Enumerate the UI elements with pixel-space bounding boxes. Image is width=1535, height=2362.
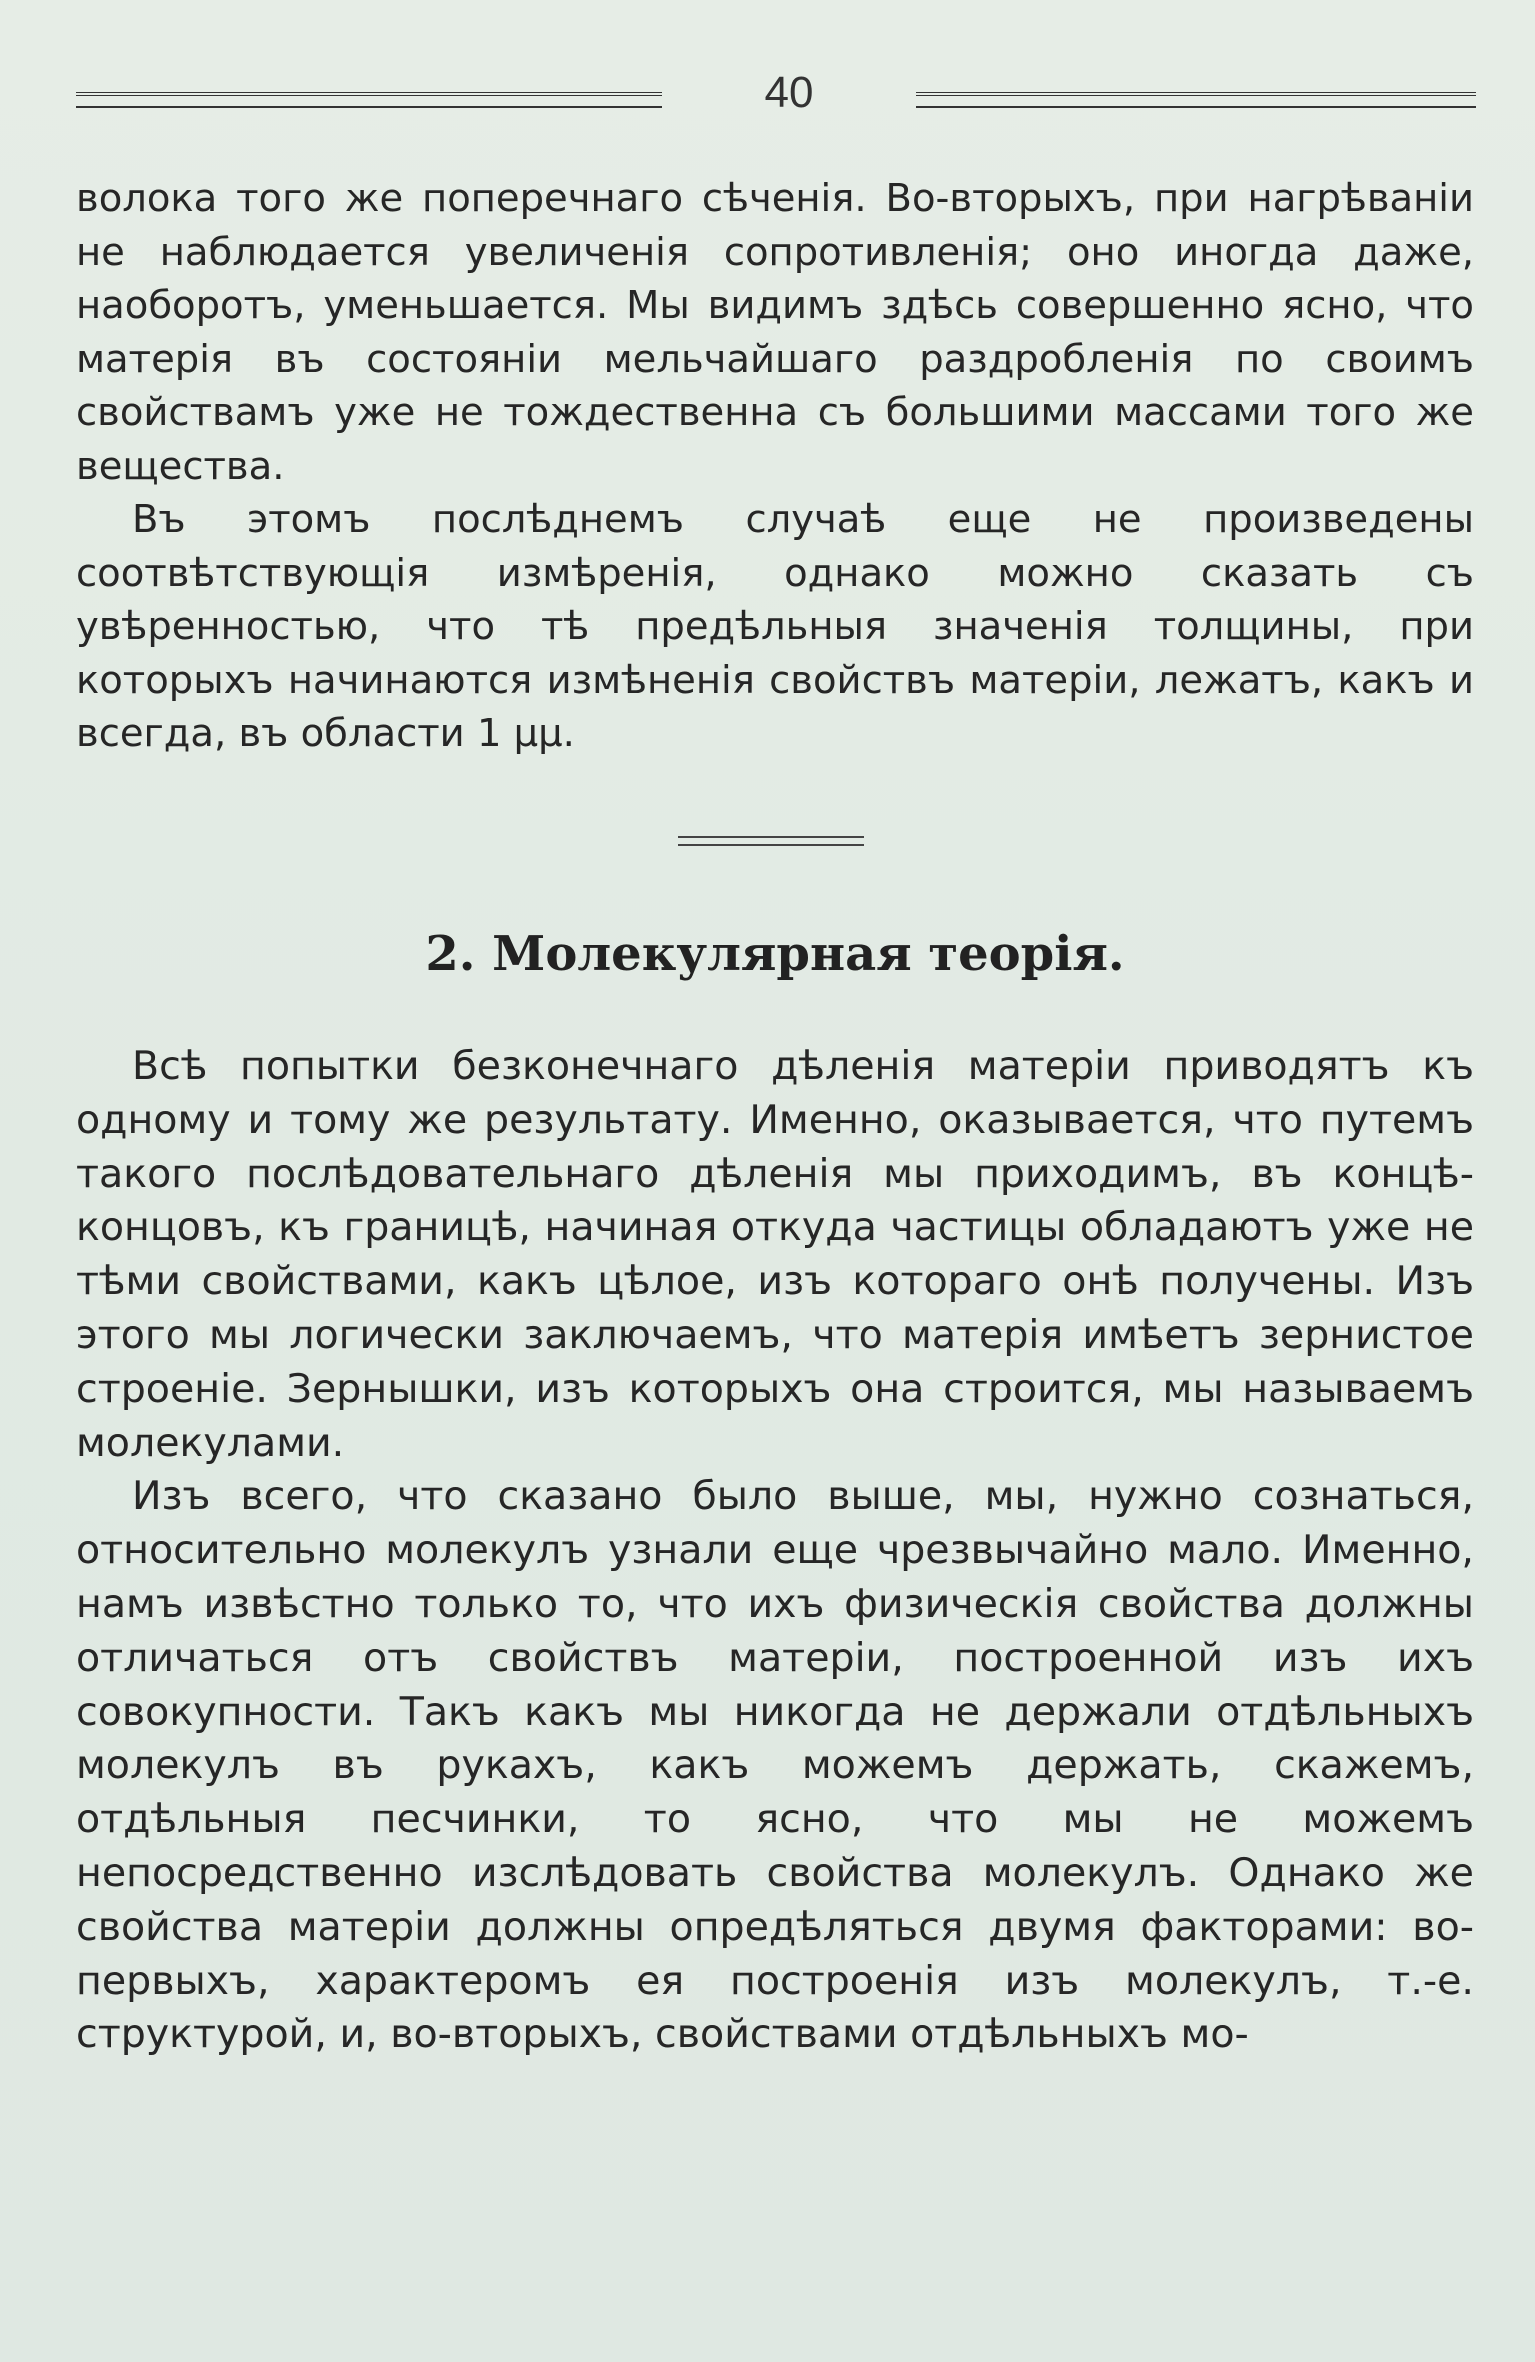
section-separator — [678, 836, 864, 846]
paragraph: волока того же поперечнаго сѣченія. Во-вторыхъ, при нагрѣваніи не наблюдается увеличенія сопротивленія; оно иногда даже, наоборотъ, уменьшается. Мы видимъ здѣсь совершенно ясно, что матерія въ состояніи мельчайшаго раздробленія по своимъ свойствамъ уже не тождественна съ большими массами того же вещества. — [76, 176, 1474, 489]
page-header — [76, 62, 1476, 132]
paragraph: Въ этомъ послѣднемъ случаѣ еще не произведены соотвѣтствующія измѣренія, однако можно сказать съ увѣренностью, что тѣ предѣльныя значенія толщины, при которыхъ начинаются измѣненія свойствъ матеріи, лежатъ, какъ и всегда, въ области 1 μμ. — [76, 497, 1474, 756]
text-block-top — [76, 172, 1474, 761]
header-rule-left — [76, 92, 662, 108]
paragraph: Изъ всего, что сказано было выше, мы, нужно сознаться, относительно молекулъ узнали еще чрезвычайно мало. Именно, намъ извѣстно только то, что ихъ физическія свойства должны отличаться отъ свойствъ матеріи, построенной изъ ихъ совокупности. Такъ какъ мы никогда не держали отдѣльныхъ молекулъ въ рукахъ, какъ можемъ держать, скажемъ, отдѣльныя песчинки, то ясно, что мы не можемъ непосредственно изслѣдовать свойства молекулъ. Однако же свойства матеріи должны опредѣляться двумя факторами: во-первыхъ, характеромъ ея построенія изъ молекулъ, т.-е. структурой, и, во-вторыхъ, свойствами отдѣльныхъ мо- — [76, 1473, 1474, 2058]
section-heading: 2. Молекулярная теорія. — [425, 926, 1125, 982]
text-block-section — [76, 1040, 1474, 2062]
header-rule-right — [916, 92, 1476, 108]
page-number: 40 — [764, 68, 814, 117]
paragraph: Всѣ попытки безконечнаго дѣленія матеріи приводятъ къ одному и тому же результату. Именно, оказывается, что путемъ такого послѣдовательнаго дѣленія мы приходимъ, въ концѣ-концовъ, къ границѣ, начиная откуда частицы обладаютъ уже не тѣми свойствами, какъ цѣлое, изъ котораго онѣ получены. Изъ этого мы логически заключаемъ, что матерія имѣетъ зернистое строеніе. Зернышки, изъ которыхъ она строится, мы называемъ молекулами. — [76, 1043, 1474, 1466]
